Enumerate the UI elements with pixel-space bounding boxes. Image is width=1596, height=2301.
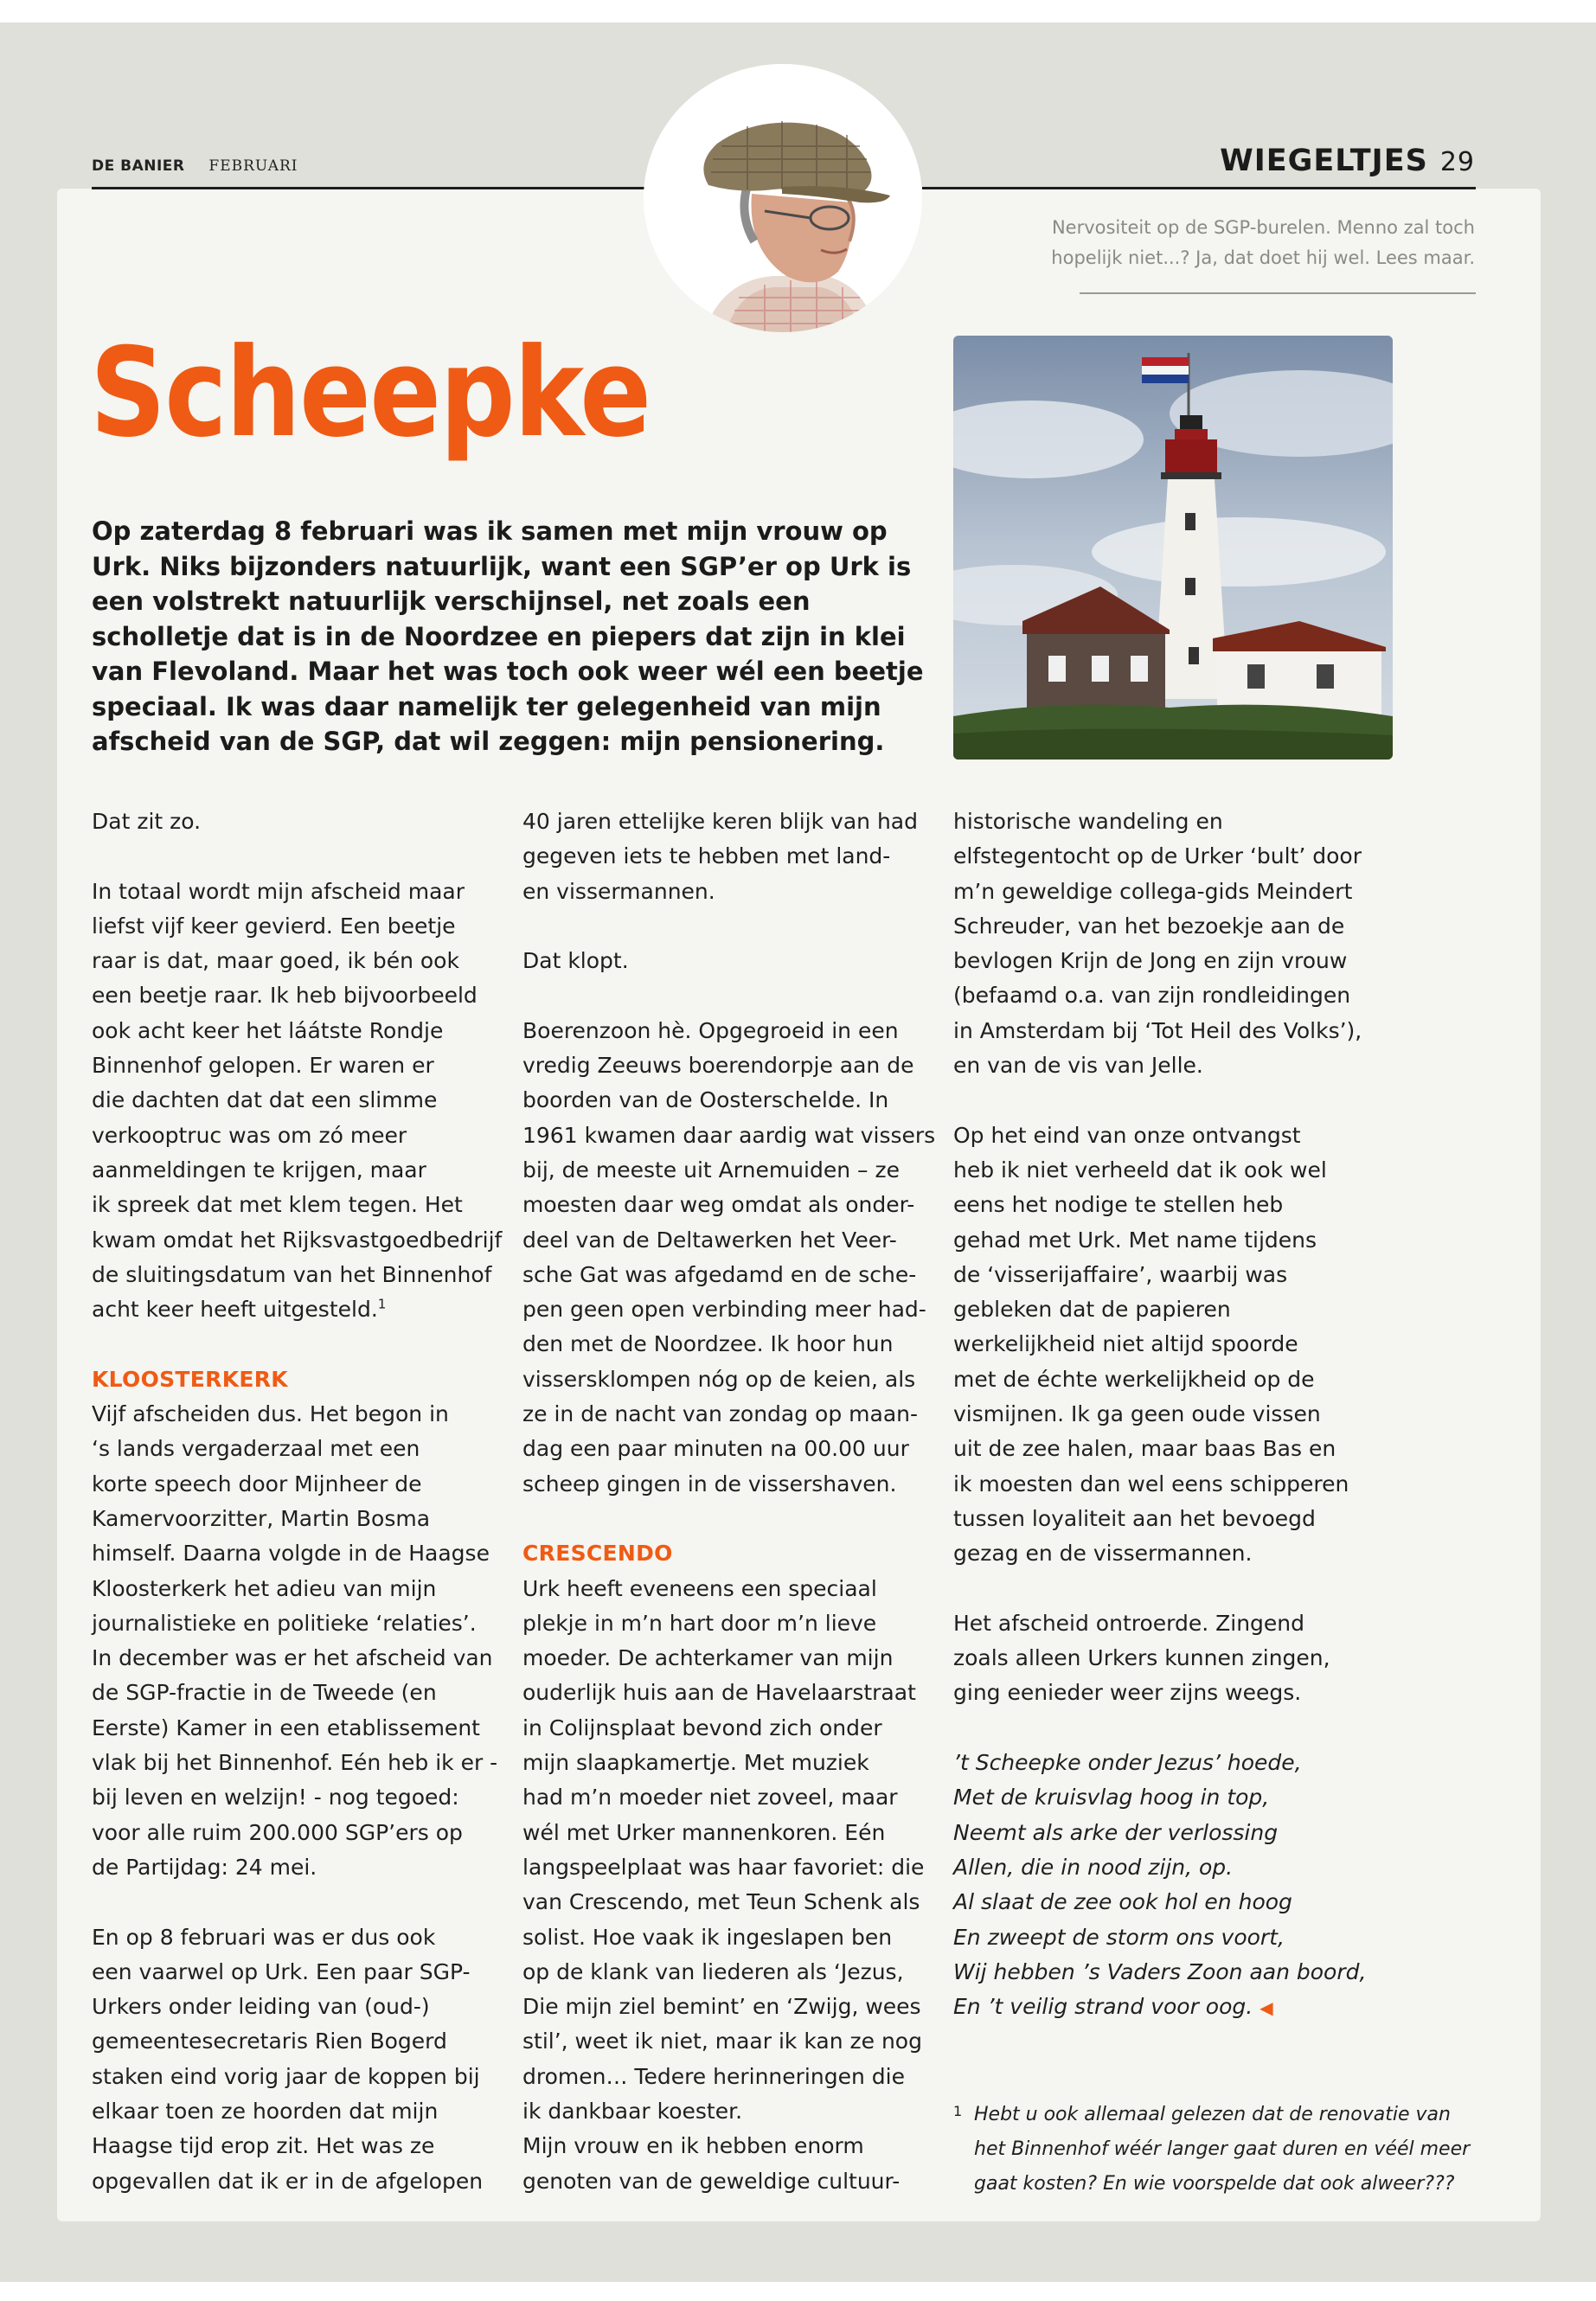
paragraph: Vijf afscheiden dus. Het begon in ‘s lands vergaderzaal met een korte speech door Mijnheer de Kamervoorzitter, Martin Bosma himself. Daarna volgde in de Haagse Kloosterkerk het adieu van mijn journalistieke en politieke ‘relaties’. In december was er het afscheid van de SGP-fractie in de Tweede (en Eerste) Kamer in een etablissement vlak bij het Binnenhof. Eén heb ik er - bij leven en welzijn! - nog tegoed: voor alle ruim 200.000 SGP’ers op de Partijdag: 24 mei. — [92, 1401, 498, 1880]
footnote-mark: 1 — [953, 2103, 963, 2119]
footnote-reference: 1 — [377, 1296, 387, 1312]
page-number: 29 — [1439, 147, 1475, 177]
paragraph: Dat zit zo. — [92, 809, 202, 834]
running-header-right — [1220, 144, 1475, 178]
lede-paragraph: Op zaterdag 8 februari was ik samen met mijn vrouw op Urk. Niks bijzonders natuurlijk, want een SGP’er op Urk is een volstrekt natuurlijk verschijnsel, net zoals een scholletje dat is in de Noordzee en piepers dat zijn in klei van Flevoland. Maar het was toch ook weer wél een beetje speciaal. Ik was daar namelijk ter gelegenheid van mijn afscheid van de SGP, dat wil zeggen: mijn pensionering. — [92, 516, 924, 756]
paragraph: Het afscheid ontroerde. Zingend zoals alleen Urkers kunnen zingen, ging eenieder weer zijns weegs. — [953, 1610, 1330, 1706]
intro-text: Nervositeit op de SGP-burelen. Menno zal toch hopelijk niet...? Ja, dat doet hij wel. Lees maar. — [1051, 217, 1475, 268]
magazine-name: DE BANIER — [92, 157, 185, 175]
running-header-left — [92, 157, 298, 175]
poem — [953, 1746, 1368, 2025]
paragraph: historische wandeling en elfstegentocht op de Urker ‘bult’ door m’n geweldige collega-gids Meindert Schreuder, van het bezoekje aan de bevlogen Krijn de Jong en zijn vrouw (befaamd o.a. van zijn rondleidingen in Amsterdam bij ‘Tot Heil des Volks’), en van de vis van Jelle. — [953, 809, 1362, 1079]
author-portrait — [644, 64, 922, 332]
paragraph: Dat klopt. — [522, 948, 629, 974]
poem-text: ’t Scheepke onder Jezus’ hoede, Met de kruisvlag hoog in top, Neemt als arke der verlossing Allen, die in nood zijn, op. Al slaat de zee ook hol en hoog En zweept de storm ons voort, Wij hebben ’s Vaders Zoon aan boord, En ’t veilig strand voor oog. — [953, 1750, 1367, 2020]
subheading: KLOOSTERKERK — [92, 1366, 288, 1392]
column-3 — [953, 804, 1368, 2025]
paragraph — [92, 875, 511, 1328]
intro-rule — [1080, 292, 1476, 294]
paragraph: 40 jaren ettelijke keren blijk van had gegeven iets te hebben met land- en vissermannen. — [522, 809, 918, 904]
article-title: Scheepke — [90, 322, 651, 465]
footnote-text: Hebt u ook allemaal gelezen dat de renovatie van het Binnenhof wéér langer gaat duren en véél meer gaat kosten? En wie voorspelde dat ook alweer??? — [974, 2104, 1471, 2195]
lighthouse-photo — [953, 336, 1393, 760]
subheading: CRESCENDO — [522, 1541, 673, 1567]
column-1 — [92, 804, 511, 2199]
section-name: WIEGELTJES — [1220, 144, 1428, 178]
column-2 — [522, 804, 938, 2199]
paragraph: En op 8 februari was er dus ook een vaarwel op Urk. Een paar SGP- Urkers onder leiding van (oud-) gemeentesecretaris Rien Bogerd staken eind vorig jaar de koppen bij elkaar toen ze hoorden dat mijn Haagse tijd erop zit. Het was ze opgevallen dat ik er in de afgelopen — [92, 1924, 484, 2194]
footnote — [953, 2098, 1485, 2202]
header-rule-right — [922, 187, 1476, 189]
end-mark-icon: ◀ — [1259, 1997, 1273, 2019]
paragraph-text: In totaal wordt mijn afscheid maar liefst vijf keer gevierd. Een beetje raar is dat, maar goed, ik bén ook een beetje raar. Ik heb bijvoorbeeld ook acht keer het láátste Rondje Binnenhof gelopen. Er waren er die dachten dat dat een slimme verkooptruc was om zó meer aanmeldingen te krijgen, maar ik spreek dat met klem tegen. Het kwam omdat het Rijksvastgoedbedrijf de sluitingsdatum van het Binnenhof acht keer heeft uitgesteld. — [92, 878, 503, 1323]
paragraph: Urk heeft eveneens een speciaal plekje in m’n hart door m’n lieve moeder. De achterkamer van mijn ouderlijk huis aan de Havelaarstraat in Colijnsplaat bevond zich onder mijn slaapkamertje. Met muziek had m’n moeder niet zoveel, maar wél met Urker mannenkoren. Eén langspeelplaat was haar favoriet: die van Crescendo, met Teun Schenk als solist. Hoe vaak ik ingeslapen ben op de klank van liederen als ‘Jezus, Die mijn ziel bemint’ en ‘Zwijg, wees stil’, weet ik niet, maar ik kan ze nog dromen… Tedere herinneringen die ik dankbaar koester. Mijn vrouw en ik hebben enorm genoten van de geweldige cultuur- — [522, 1575, 925, 2194]
paragraph: Boerenzoon hè. Opgegroeid in een vredig Zeeuws boerendorpje aan de boorden van de Oosterschelde. In 1961 kwamen daar aardig wat vissers bij, de meeste uit Arnemuiden – ze moesten daar weg omdat als onder- deel van de Deltawerken het Veer- sche Gat was afgedamd en de sche- pen geen open verbinding meer had- den met de Noordzee. Ik hoor hun vissersklompen nóg op de keien, als ze in de nacht van zondag op maan- dag een paar minuten na 00.00 uur scheep gingen in de vissershaven. — [522, 1017, 936, 1497]
paragraph: Op het eind van onze ontvangst heb ik niet verheeld dat ik ook wel eens het nodige te stellen heb gehad met Urk. Met name tijdens de ‘visserijaffaire’, waarbij was gebleken dat de papieren werkelijkheid niet altijd spoorde met de échte werkelijkheid op de vismijnen. Ik ga geen oude vissen uit de zee halen, maar baas Bas en ik moesten dan wel eens schipperen tussen loyaliteit aan het bevoegd gezag en de vissermannen. — [953, 1122, 1349, 1567]
issue-month: FEBRUARI — [208, 157, 298, 175]
header-rule-left — [92, 187, 645, 189]
